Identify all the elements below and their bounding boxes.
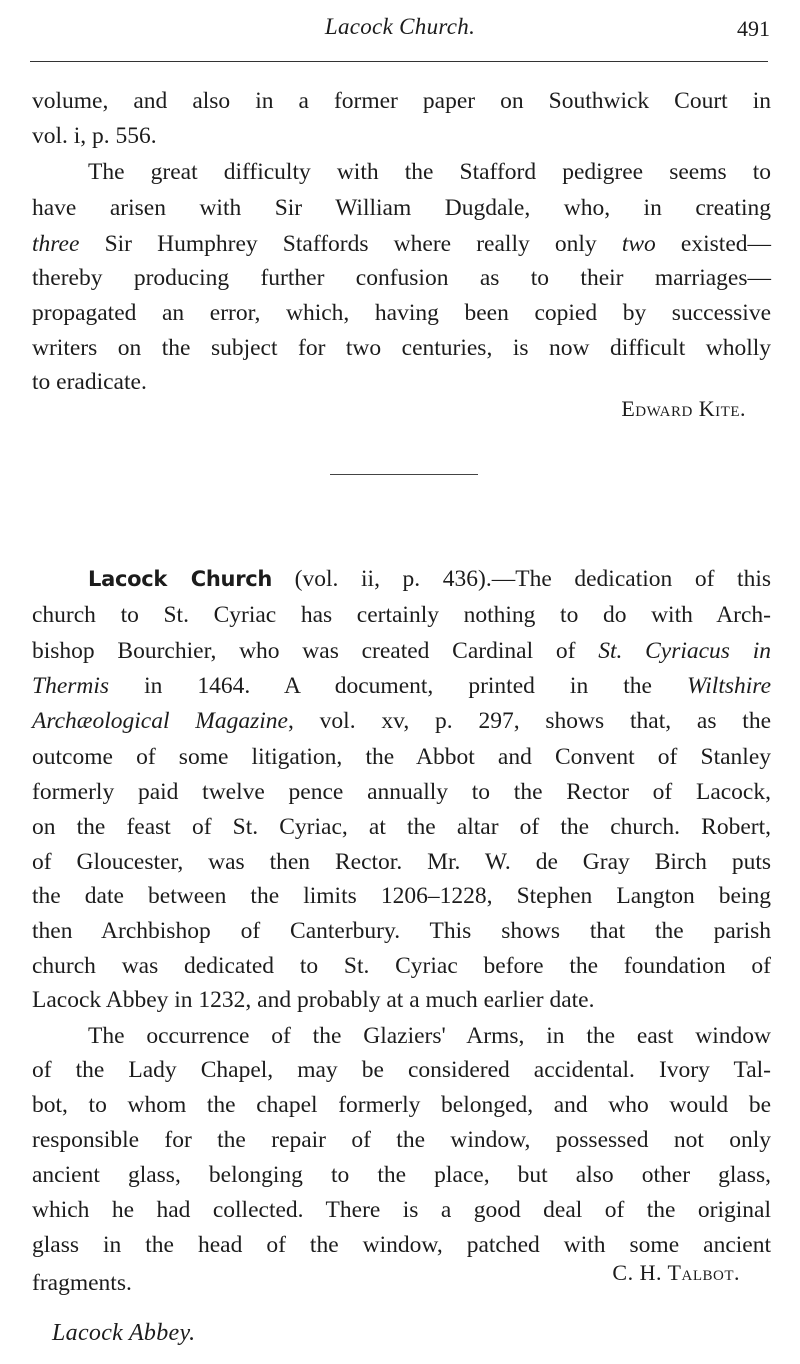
text-line: ancient glass, belonging to the place, but also other glass, [32,1162,771,1188]
text-line: Lacock Abbey in 1232, and probably at a much earlier date. [32,987,595,1013]
text-line: to eradicate. [32,369,147,395]
text-line: of the Lady Chapel, may be considered accidental. Ivory Tal- [32,1057,771,1083]
italic-text: Archæological Magazine [32,708,288,734]
text-span: existed— [655,231,771,257]
text-line [32,229,771,259]
text-line: vol. i, p. 556. [32,123,157,149]
text-line: then Archbishop of Canterbury. This shows that the parish [32,918,771,944]
text-line: thereby producing further confusion as to their marriages— [32,265,771,291]
text-line: of Gloucester, was then Rector. Mr. W. de Gray Birch puts [32,849,771,875]
text-line: glass in the head of the window, patched with some ancient [32,1232,771,1258]
text-line [88,564,771,594]
text-line: responsible for the repair of the window, possessed not only [32,1127,771,1153]
text-line: church to St. Cyriac has certainly nothing to do with Arch- [32,602,771,628]
text-line: volume, and also in a former paper on Southwick Court in [32,88,771,114]
text-line: have arisen with Sir William Dugdale, who, in creating [32,195,771,221]
text-span: in 1464. A document, printed in the [109,673,687,699]
article-heading: Lacock Church [88,567,273,591]
text-span: , vol. xv, p. 297, shows that, as the [288,708,771,734]
text-line: formerly paid twelve pence annually to the Rector of Lacock, [32,779,771,805]
text-line: The great difficulty with the Stafford pedigree seems to [88,159,771,185]
page-number: 491 [737,16,770,41]
italic-text: two [621,231,656,257]
header-rule [30,61,768,62]
text-line: which he had collected. There is a good deal of the original [32,1197,771,1223]
text-line: writers on the subject for two centuries, is now difficult wholly [32,335,771,361]
italic-text: Wiltshire [687,673,771,699]
text-line: the date between the limits 1206–1228, Stephen Langton being [32,883,771,909]
text-line: bot, to whom the chapel formerly belonged, and who would be [32,1092,771,1118]
text-line: on the feast of St. Cyriac, at the altar of the church. Robert, [32,814,771,840]
italic-text: St. Cyriacus in [598,638,771,664]
text-span: Sir Humphrey Staffords where really only [79,231,622,257]
text-line [32,706,771,736]
text-line: outcome of some litigation, the Abbot and Convent of Stanley [32,744,771,770]
italic-text: three [32,231,80,257]
author-signature: C. H. Talbot. [612,1260,740,1285]
text-line [32,671,771,701]
italic-text: Thermis [32,673,110,699]
running-title: Lacock Church. [324,14,476,39]
text-line: The occurrence of the Glaziers' Arms, in the east window [88,1023,771,1049]
text-span: (vol. ii, p. 436).—The dedication of this [272,566,771,592]
author-signature: Edward Kite. [621,396,746,421]
text-line [32,636,771,666]
text-line: propagated an error, which, having been copied by successive [32,300,771,326]
text-line: church was dedicated to St. Cyriac before the foundation of [32,953,771,979]
section-divider [330,474,478,475]
text-span: bishop Bourchier, who was created Cardinal of [32,638,599,664]
place-signoff: Lacock Abbey. [52,1320,196,1346]
text-line: fragments. [32,1270,132,1296]
